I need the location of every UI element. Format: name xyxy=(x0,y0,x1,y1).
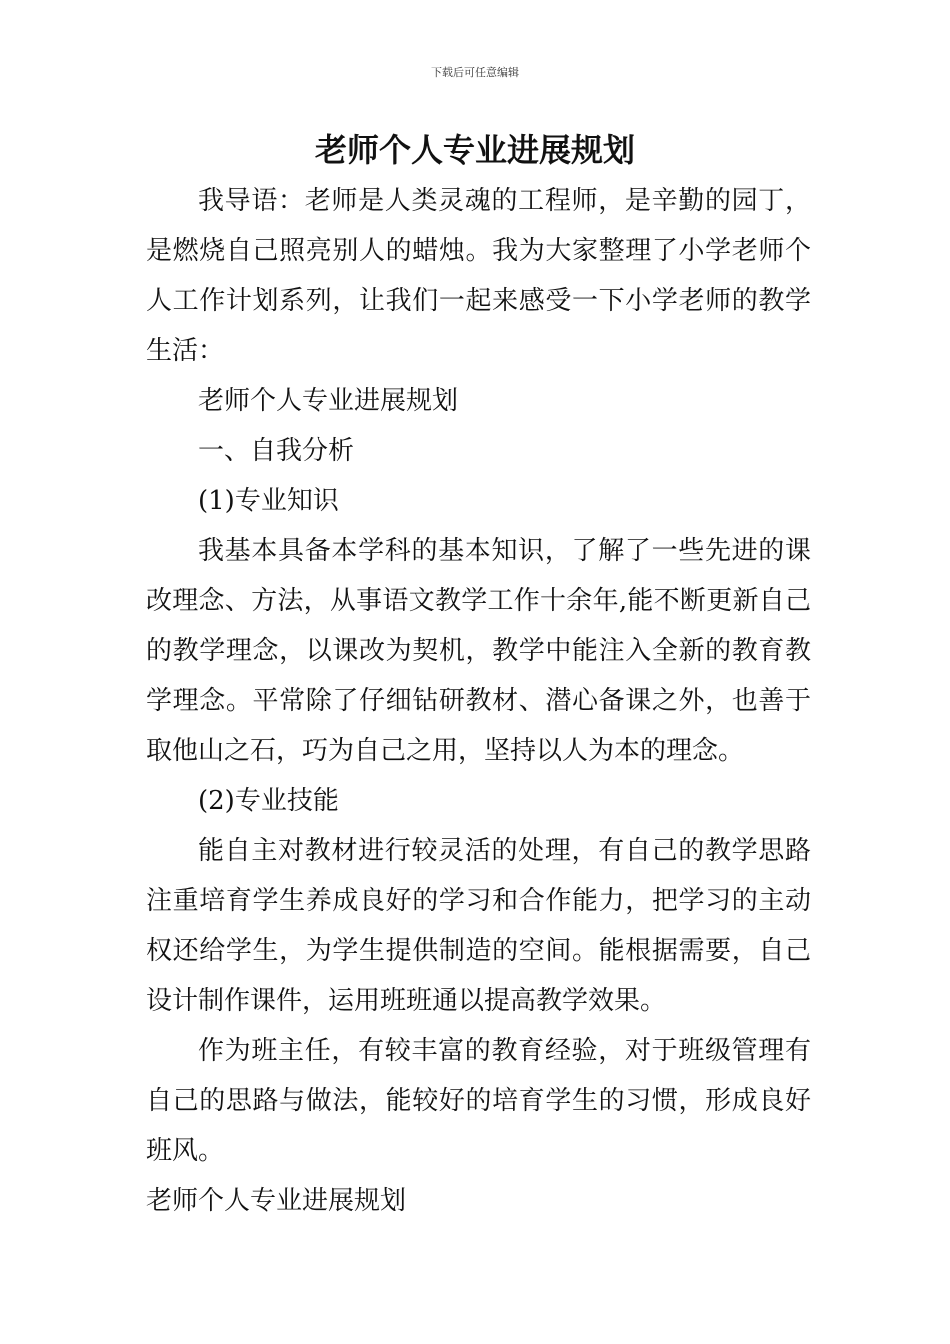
header-note: 下载后可任意编辑 xyxy=(431,66,519,79)
document-title: 老师个人专业进展规划 xyxy=(314,131,635,169)
body-paragraph: 能自主对教材进行较灵活的处理，有自己的教学思路注重培育学生养成良好的学习和合作能力，把学习的主动权还给学生，为学生提供制造的空间。能根据需要，自己设计制作课件，运用班班通以提高教学效果。 xyxy=(146,836,811,1016)
subsection-heading: (2)专业技能 xyxy=(198,786,339,816)
intro-paragraph: 我导语：老师是人类灵魂的工程师，是辛勤的园丁，是燃烧自己照亮别人的蜡烛。我为大家整理了小学老师个人工作计划系列，让我们一起来感受一下小学老师的教学生活： xyxy=(146,186,811,366)
body-paragraph: 作为班主任，有较丰富的教育经验，对于班级管理有自己的思路与做法，能较好的培育学生的习惯，形成良好班风。 xyxy=(146,1036,811,1166)
body-paragraph: 我基本具备本学科的基本知识，了解了一些先进的课改理念、方法，从事语文教学工作十余年,能不断更新自己的教学理念，以课改为契机，教学中能注入全新的教育教学理念。平常除了仔细钻研教材、潜心备课之外，也善于取他山之石，巧为自己之用，坚持以人为本的理念。 xyxy=(146,536,811,766)
subsection-heading: (1)专业知识 xyxy=(198,486,339,516)
section-heading: 老师个人专业进展规划 xyxy=(198,386,459,416)
section-heading: 一、自我分析 xyxy=(198,436,355,466)
document-body xyxy=(146,176,811,1226)
section-heading: 老师个人专业进展规划 xyxy=(146,1186,407,1216)
